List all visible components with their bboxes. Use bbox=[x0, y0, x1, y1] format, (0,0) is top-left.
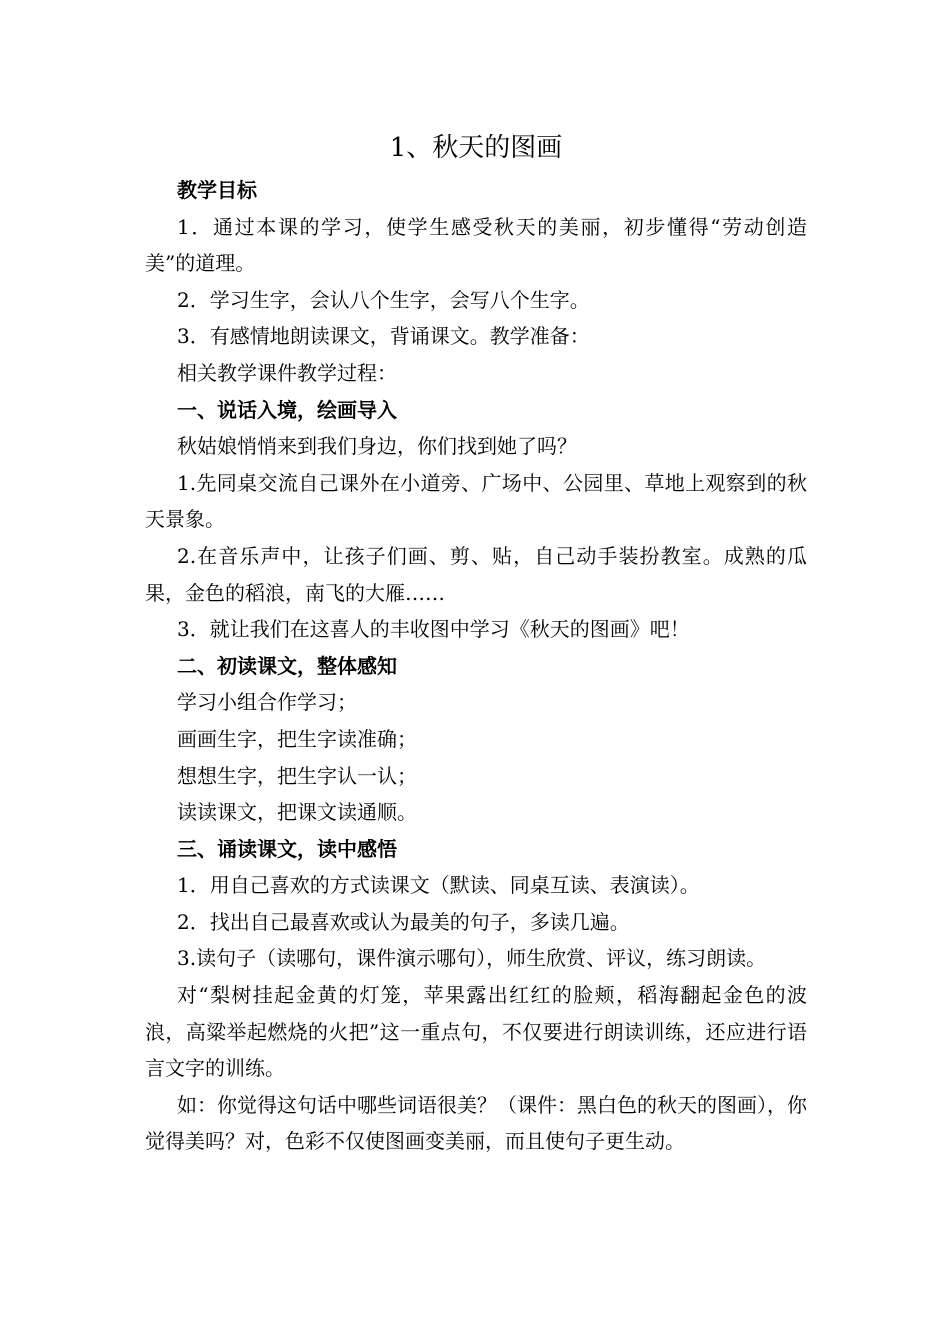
paragraph: 秋姑娘悄悄来到我们身边，你们找到她了吗？ bbox=[177, 434, 577, 459]
section-heading: 一、说话入境，绘画导入 bbox=[177, 397, 397, 422]
document-title: 1、秋天的图画 bbox=[389, 133, 563, 163]
paragraph: 2．学习生字，会认八个生字，会写八个生字。 bbox=[177, 287, 590, 312]
document-page bbox=[145, 124, 807, 1160]
paragraph: 3．有感情地朗读课文，背诵课文。教学准备： bbox=[177, 324, 590, 349]
paragraph: 相关教学课件教学过程： bbox=[177, 360, 397, 385]
paragraph: 2.在音乐声中，让孩子们画、剪、贴，自己动手装扮教室。成熟的瓜果，金色的稻浪，南飞的大雁…… bbox=[145, 543, 807, 605]
paragraph: 学习小组合作学习； bbox=[177, 690, 357, 715]
paragraph: 想想生字，把生字认一认； bbox=[177, 763, 417, 788]
paragraph: 如：你觉得这句话中哪些词语很美？（课件：黑白色的秋天的图画），你觉得美吗？对，色彩不仅使图画变美丽，而且使句子更生动。 bbox=[145, 1092, 807, 1154]
paragraph: 画画生字，把生字读准确； bbox=[177, 726, 417, 751]
paragraph: 对“梨树挂起金黄的灯笼，苹果露出红红的脸颊，稻海翻起金色的波浪，高粱举起燃烧的火把”这一重点句，不仅要进行朗读训练，还应进行语言文字的训练。 bbox=[145, 983, 807, 1081]
paragraph: 1.先同桌交流自己课外在小道旁、广场中、公园里、草地上观察到的秋天景象。 bbox=[145, 470, 807, 532]
section-heading: 教学目标 bbox=[177, 178, 257, 202]
paragraph: 3．就让我们在这喜人的丰收图中学习《秋天的图画》吧！ bbox=[177, 617, 690, 642]
section-heading: 二、初读课文，整体感知 bbox=[177, 653, 397, 678]
paragraph: 读读课文，把课文读通顺。 bbox=[177, 800, 417, 825]
section-heading: 三、诵读课文，读中感悟 bbox=[177, 836, 397, 861]
document-body bbox=[145, 172, 807, 1160]
paragraph: 1．通过本课的学习，使学生感受秋天的美丽，初步懂得“劳动创造美”的道理。 bbox=[145, 214, 807, 276]
paragraph: 2．找出自己最喜欢或认为最美的句子，多读几遍。 bbox=[177, 909, 630, 934]
paragraph: 1．用自己喜欢的方式读课文（默读、同桌互读、表演读）。 bbox=[177, 873, 700, 898]
paragraph: 3.读句子（读哪句，课件演示哪句），师生欣赏、评议，练习朗读。 bbox=[177, 946, 767, 971]
